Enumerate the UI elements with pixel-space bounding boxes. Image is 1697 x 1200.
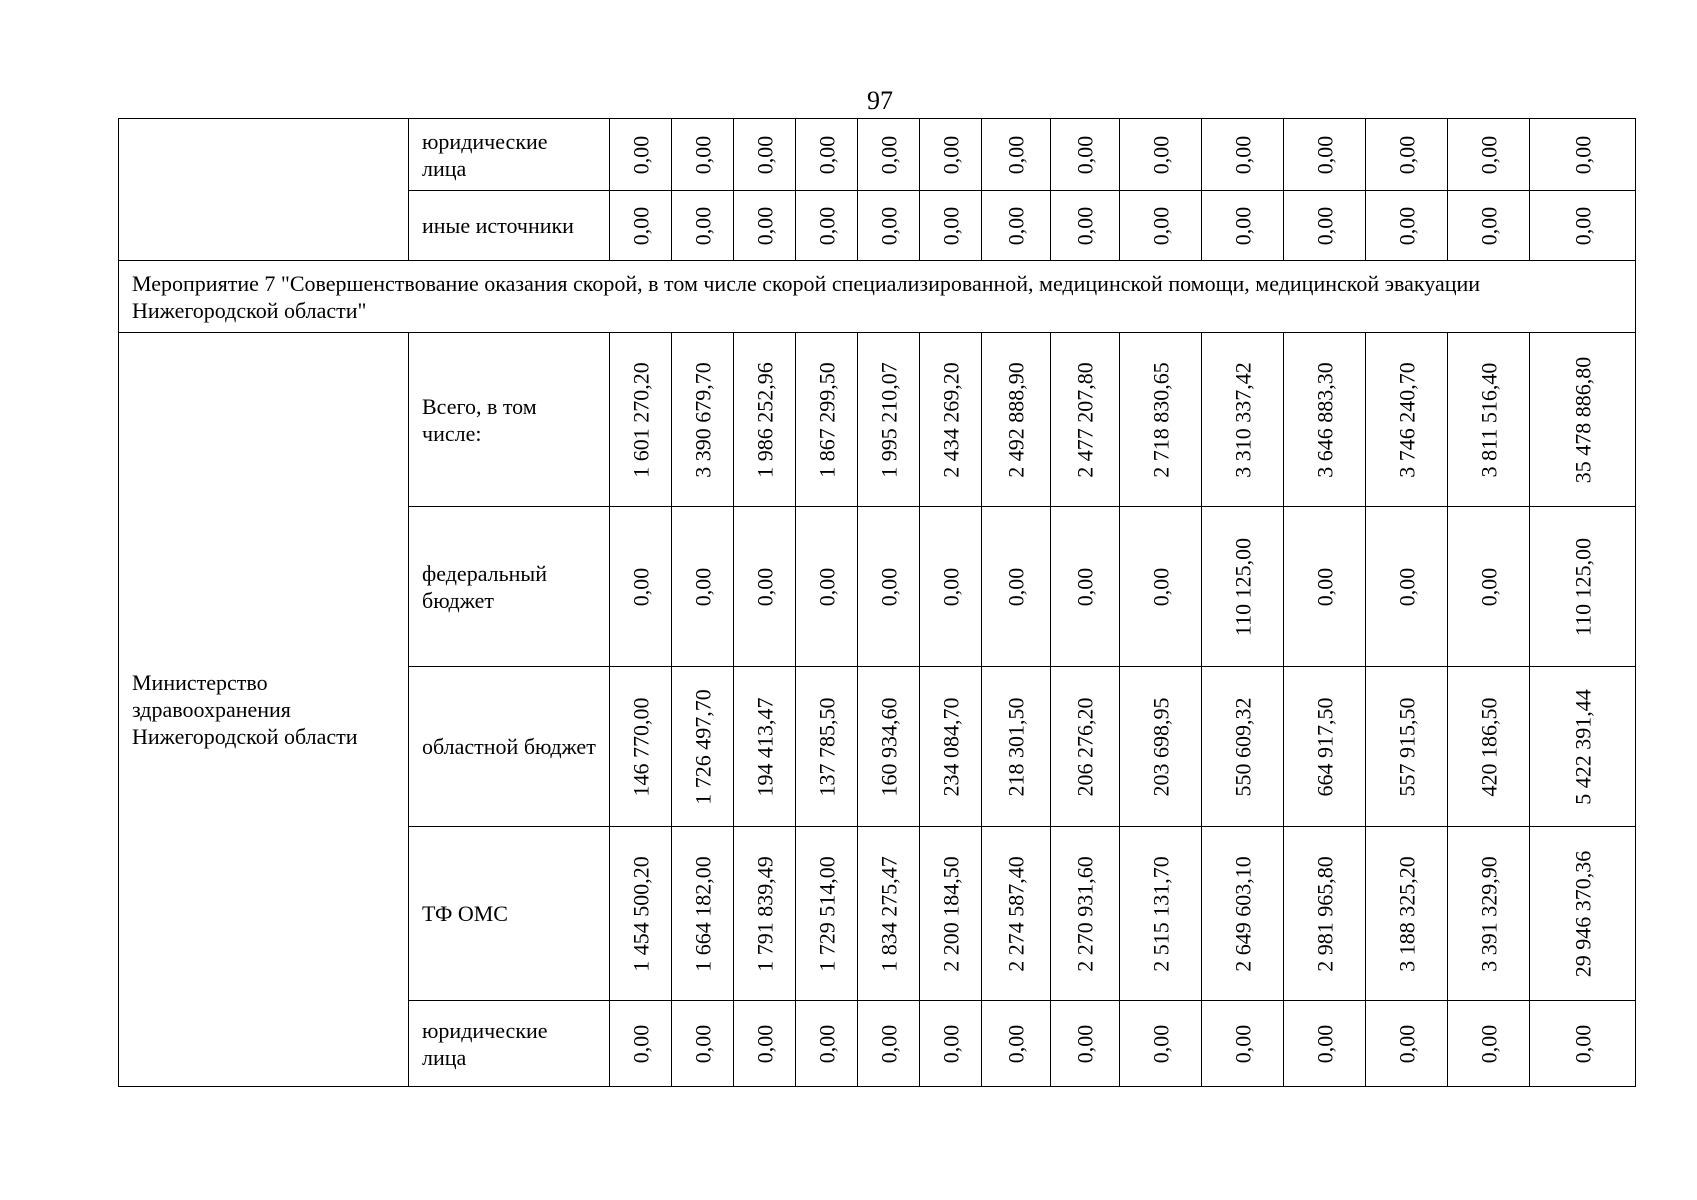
value-cell (610, 333, 672, 507)
value-cell (1202, 827, 1284, 1001)
value-text: 2 718 830,65 (1148, 361, 1173, 478)
value-cell (1448, 827, 1530, 1001)
value-text: 0,00 (1312, 567, 1337, 606)
value-cell (1530, 827, 1636, 1001)
budget-table (118, 118, 1636, 1087)
source-cell: юридические лица (409, 119, 610, 191)
value-text: 0,00 (1476, 206, 1501, 245)
value-cell (610, 827, 672, 1001)
source-cell: Всего, в том числе: (409, 333, 610, 507)
value-text: 0,00 (752, 135, 777, 174)
value-cell (982, 333, 1051, 507)
value-text: 0,00 (1394, 135, 1419, 174)
value-text: 0,00 (876, 567, 901, 606)
value-cell (1284, 333, 1366, 507)
value-text: 160 934,60 (876, 697, 901, 796)
value-text: 1 726 497,70 (690, 688, 715, 805)
value-text: 3 811 516,40 (1476, 362, 1501, 477)
value-cell (1284, 667, 1366, 827)
value-cell (1051, 667, 1120, 827)
value-text: 0,00 (628, 135, 653, 174)
value-text: 3 746 240,70 (1394, 361, 1419, 478)
value-text: 0,00 (1570, 135, 1595, 174)
value-cell (858, 1001, 920, 1087)
value-text: 0,00 (1003, 567, 1029, 606)
value-cell (1051, 333, 1120, 507)
value-text: 203 698,95 (1148, 697, 1173, 796)
value-cell (1284, 507, 1366, 667)
value-cell (1051, 119, 1120, 191)
value-text: 0,00 (752, 206, 777, 245)
value-text: 110 125,00 (1230, 537, 1255, 636)
source-cell: иные источники (409, 191, 610, 261)
value-cell (1202, 333, 1284, 507)
value-cell (920, 119, 982, 191)
value-text: 0,00 (1003, 206, 1029, 245)
value-cell (1051, 1001, 1120, 1087)
value-text: 146 770,00 (628, 697, 653, 796)
value-cell (1448, 119, 1530, 191)
value-cell (796, 827, 858, 1001)
executor-cell: Министерство здравоохранения Нижегородской области (119, 333, 409, 1087)
value-cell (1366, 827, 1448, 1001)
value-cell (1202, 191, 1284, 261)
value-text: 0,00 (814, 135, 839, 174)
executor-cell-empty (119, 119, 409, 261)
source-cell: юридические лица (409, 1001, 610, 1087)
value-text: 218 301,50 (1003, 697, 1029, 796)
value-cell (672, 333, 734, 507)
value-cell (1530, 333, 1636, 507)
value-cell (672, 507, 734, 667)
value-text: 0,00 (1148, 567, 1173, 606)
value-text: 0,00 (752, 1024, 777, 1063)
value-text: 0,00 (1230, 135, 1255, 174)
value-cell (796, 507, 858, 667)
value-text: 550 609,32 (1230, 697, 1255, 796)
value-cell (1051, 191, 1120, 261)
value-cell (1366, 119, 1448, 191)
value-cell (1366, 191, 1448, 261)
value-text: 0,00 (628, 1024, 653, 1063)
value-cell (672, 191, 734, 261)
value-text: 5 422 391,44 (1570, 688, 1595, 805)
value-cell (610, 507, 672, 667)
value-cell (1530, 1001, 1636, 1087)
value-text: 2 981 965,80 (1312, 855, 1337, 972)
value-cell (920, 667, 982, 827)
value-cell (920, 1001, 982, 1087)
value-text: 0,00 (1072, 135, 1098, 174)
value-cell (734, 191, 796, 261)
value-cell (796, 191, 858, 261)
value-cell (858, 191, 920, 261)
value-text: 0,00 (814, 206, 839, 245)
value-text: 0,00 (1072, 567, 1098, 606)
value-text: 0,00 (752, 567, 777, 606)
value-text: 1 454 500,20 (628, 855, 653, 972)
value-cell (1366, 333, 1448, 507)
value-text: 29 946 370,36 (1570, 850, 1595, 977)
value-cell (734, 119, 796, 191)
event-title: Мероприятие 7 "Совершенствование оказания скорой, в том числе скорой специализированной, медицинской помощи, медицинской эвакуации Нижегородской области" (119, 261, 1636, 333)
value-text: 0,00 (938, 135, 963, 174)
value-cell (982, 119, 1051, 191)
value-text: 137 785,50 (814, 697, 839, 796)
value-text: 0,00 (1570, 1024, 1595, 1063)
value-text: 0,00 (628, 206, 653, 245)
value-text: 0,00 (690, 135, 715, 174)
value-text: 664 917,50 (1312, 697, 1337, 796)
value-text: 3 390 679,70 (690, 361, 715, 478)
value-text: 1 664 182,00 (690, 855, 715, 972)
value-cell (1202, 1001, 1284, 1087)
value-cell (796, 1001, 858, 1087)
value-cell (1120, 827, 1202, 1001)
value-text: 2 477 207,80 (1072, 361, 1098, 478)
value-cell (1448, 667, 1530, 827)
value-cell (920, 507, 982, 667)
value-text: 0,00 (1312, 206, 1337, 245)
value-cell (1448, 507, 1530, 667)
value-cell (1202, 667, 1284, 827)
value-text: 0,00 (690, 567, 715, 606)
value-cell (1530, 507, 1636, 667)
value-cell (1530, 191, 1636, 261)
value-text: 0,00 (1476, 1024, 1501, 1063)
value-cell (1120, 119, 1202, 191)
value-text: 0,00 (1476, 567, 1501, 606)
value-text: 2 515 131,70 (1148, 855, 1173, 972)
value-text: 0,00 (1072, 206, 1098, 245)
value-cell (858, 507, 920, 667)
value-cell (1530, 119, 1636, 191)
value-text: 2 270 931,60 (1072, 855, 1098, 972)
value-cell (796, 667, 858, 827)
value-cell (1366, 1001, 1448, 1087)
value-text: 3 188 325,20 (1394, 855, 1419, 972)
value-text: 2 200 184,50 (938, 855, 963, 972)
value-text: 0,00 (1003, 135, 1029, 174)
value-text: 0,00 (938, 1024, 963, 1063)
table-row (119, 333, 1636, 507)
value-text: 0,00 (1148, 1024, 1173, 1063)
value-text: 2 434 269,20 (938, 361, 963, 478)
table-row (119, 119, 1636, 191)
value-text: 0,00 (690, 206, 715, 245)
value-cell (858, 667, 920, 827)
value-cell (1120, 667, 1202, 827)
value-text: 1 867 299,50 (814, 361, 839, 478)
value-cell (734, 827, 796, 1001)
value-text: 0,00 (876, 1024, 901, 1063)
value-text: 0,00 (1394, 1024, 1419, 1063)
value-cell (1284, 827, 1366, 1001)
value-text: 35 478 886,80 (1570, 356, 1595, 483)
value-text: 110 125,00 (1570, 537, 1595, 636)
value-cell (982, 667, 1051, 827)
value-cell (1366, 507, 1448, 667)
value-cell (920, 827, 982, 1001)
value-text: 2 492 888,90 (1003, 361, 1029, 478)
value-text: 3 310 337,42 (1230, 361, 1255, 478)
value-cell (672, 1001, 734, 1087)
value-cell (1366, 667, 1448, 827)
value-cell (1120, 333, 1202, 507)
value-text: 0,00 (814, 567, 839, 606)
value-text: 0,00 (1476, 135, 1501, 174)
value-text: 1 791 839,49 (752, 855, 777, 972)
value-cell (1284, 119, 1366, 191)
value-text: 0,00 (1148, 135, 1173, 174)
value-text: 0,00 (1312, 1024, 1337, 1063)
value-cell (1530, 667, 1636, 827)
value-text: 420 186,50 (1476, 697, 1501, 796)
value-cell (734, 1001, 796, 1087)
value-text: 206 276,20 (1072, 697, 1098, 796)
value-cell (1120, 191, 1202, 261)
value-text: 1 986 252,96 (752, 361, 777, 478)
value-cell (672, 827, 734, 1001)
value-text: 1 601 270,20 (628, 361, 653, 478)
value-cell (1051, 827, 1120, 1001)
value-cell (734, 333, 796, 507)
value-text: 234 084,70 (938, 697, 963, 796)
value-text: 0,00 (1570, 206, 1595, 245)
value-cell (858, 119, 920, 191)
value-cell (672, 119, 734, 191)
value-cell (610, 1001, 672, 1087)
value-text: 2 274 587,40 (1003, 855, 1029, 972)
value-cell (1202, 507, 1284, 667)
value-text: 0,00 (628, 567, 653, 606)
value-cell (610, 119, 672, 191)
value-cell (1284, 191, 1366, 261)
value-cell (796, 333, 858, 507)
value-cell (734, 507, 796, 667)
value-cell (1448, 1001, 1530, 1087)
value-text: 0,00 (1312, 135, 1337, 174)
value-cell (982, 507, 1051, 667)
value-cell (1448, 333, 1530, 507)
value-text: 0,00 (1072, 1024, 1098, 1063)
value-text: 0,00 (876, 135, 901, 174)
source-cell: федеральный бюджет (409, 507, 610, 667)
value-text: 0,00 (1230, 1024, 1255, 1063)
source-cell: ТФ ОМС (409, 827, 610, 1001)
value-cell (1284, 1001, 1366, 1087)
value-text: 0,00 (1230, 206, 1255, 245)
value-cell (858, 827, 920, 1001)
value-cell (920, 191, 982, 261)
value-text: 557 915,50 (1394, 697, 1419, 796)
value-cell (796, 119, 858, 191)
value-cell (1448, 191, 1530, 261)
value-text: 0,00 (690, 1024, 715, 1063)
source-cell: областной бюджет (409, 667, 610, 827)
value-text: 0,00 (1394, 567, 1419, 606)
value-cell (1202, 119, 1284, 191)
value-text: 2 649 603,10 (1230, 855, 1255, 972)
value-text: 0,00 (814, 1024, 839, 1063)
value-cell (982, 1001, 1051, 1087)
value-text: 0,00 (1003, 1024, 1029, 1063)
value-text: 1 834 275,47 (876, 855, 901, 972)
value-cell (982, 827, 1051, 1001)
value-cell (920, 333, 982, 507)
value-cell (1120, 507, 1202, 667)
value-cell (858, 333, 920, 507)
value-cell (1120, 1001, 1202, 1087)
event-title-row (119, 261, 1636, 333)
value-cell (734, 667, 796, 827)
value-cell (610, 191, 672, 261)
value-cell (982, 191, 1051, 261)
value-text: 1 729 514,00 (814, 855, 839, 972)
value-cell (672, 667, 734, 827)
value-cell (610, 667, 672, 827)
value-text: 0,00 (938, 567, 963, 606)
value-text: 0,00 (1148, 206, 1173, 245)
value-text: 194 413,47 (752, 697, 777, 796)
value-text: 0,00 (876, 206, 901, 245)
value-text: 3 391 329,90 (1476, 855, 1501, 972)
value-text: 0,00 (938, 206, 963, 245)
value-text: 1 995 210,07 (876, 361, 901, 478)
page-number: 97 (867, 86, 893, 115)
value-text: 3 646 883,30 (1312, 361, 1337, 478)
value-cell (1051, 507, 1120, 667)
value-text: 0,00 (1394, 206, 1419, 245)
